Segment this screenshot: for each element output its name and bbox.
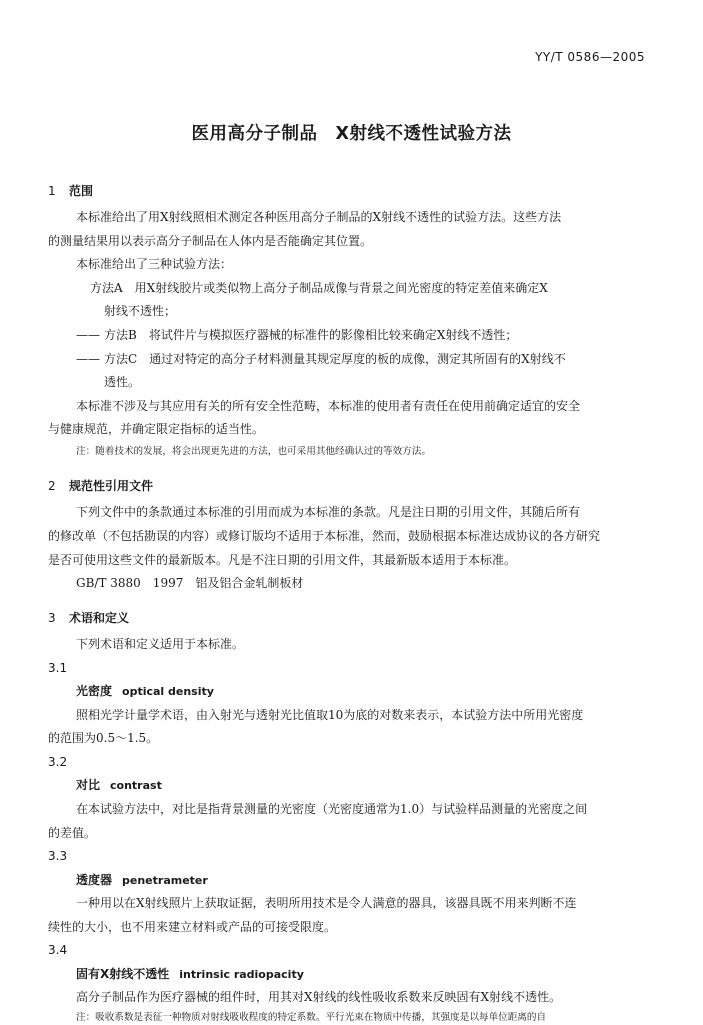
paragraph-line: 是否可使用这些文件的最新版本。凡是不注日期的引用文件，其最新版本适用于本标准。 [48,553,517,567]
document-title: 医用高分子制品 X射线不透性试验方法 [191,124,512,144]
normative-reference: GB/T 3880 1997 铝及铝合金轧制板材 [76,576,304,590]
paragraph-line: 的差值。 [48,826,97,840]
paragraph-line: 续性的大小，也不用来建立材料或产品的可接受限度。 [48,920,337,934]
note: 注：吸收系数是表征一种物质对射线吸收程度的特定系数。平行光束在物质中传播，其强度是以每单位距离的自 [76,1012,547,1023]
standard-number: YY/T 0586—2005 [535,50,645,64]
paragraph-line: 的修改单（不包括勘误的内容）或修订版均不适用于本标准，然而，鼓励根据本标准达成协议的各方研究 [48,529,601,543]
section-1-heading [48,184,93,199]
section-title: 术语和定义 [69,611,130,625]
method-a-line: 射线不透性； [104,304,177,318]
paragraph-line: 照相光学计量学术语，由入射光与透射光比值取10为底的对数来表示，本试验方法中所用光密度 [76,708,584,722]
paragraph-line: 本标准给出了三种试验方法： [76,257,233,271]
method-c-line: 透性。 [104,375,141,389]
paragraph-line: 在本试验方法中，对比是指背景测量的光密度（光密度通常为1.0）与试验样品测量的光密度之间 [76,802,588,816]
section-2-heading [48,479,153,494]
method-c-line: —— 方法C 通过对特定的高分子材料测量其规定厚度的板的成像，测定其所固有的X射线不 [76,352,566,366]
section-number: 1 [48,184,56,198]
term-heading: 光密度 optical density [76,684,214,698]
section-title: 规范性引用文件 [69,479,154,493]
section-3-heading [48,611,129,626]
method-b-line: —— 方法B 将试件片与模拟医疗器械的标准件的影像相比较来确定X射线不透性； [76,328,518,342]
section-number: 3 [48,611,56,625]
clause-number: 3.2 [48,755,68,769]
paragraph-line: 高分子制品作为医疗器械的组件时，用其对X射线的线性吸收系数来反映固有X射线不透性。 [76,990,562,1004]
clause-number: 3.4 [48,943,68,957]
list-dash: —— [76,328,100,342]
paragraph-line: 下列文件中的条款通过本标准的引用而成为本标准的条款。凡是注日期的引用文件，其随后所有 [76,505,581,519]
paragraph-line: 与健康规范，并确定限定指标的适当性。 [48,422,265,436]
clause-number: 3.1 [48,661,68,675]
section-title: 范围 [69,184,94,198]
paragraph-line: 本标准不涉及与其应用有关的所有安全性范畴，本标准的使用者有责任在使用前确定适宜的安全 [76,399,581,413]
term-heading: 对比 contrast [76,778,162,792]
list-dash: —— [76,352,100,366]
paragraph-line: 的测量结果用以表示高分子制品在人体内是否能确定其位置。 [48,234,373,248]
term-heading: 透度器 penetrameter [76,873,208,887]
paragraph-line: 本标准给出了用X射线照相术测定各种医用高分子制品的X射线不透性的试验方法。这些方法 [76,210,562,224]
section-number: 2 [48,479,56,493]
term-heading: 固有X射线不透性 intrinsic radiopacity [76,967,304,981]
paragraph-line: 下列术语和定义适用于本标准。 [76,637,245,651]
clause-number: 3.3 [48,849,68,863]
note: 注：随着技术的发展，将会出现更先进的方法，也可采用其他经确认过的等效方法。 [76,446,431,457]
paragraph-line: 的范围为0.5～1.5。 [48,731,159,745]
method-a-line: 方法A 用X射线胶片或类似物上高分子制品成像与背景之间光密度的特定差值来确定X [90,281,548,295]
paragraph-line: 一种用以在X射线照片上获取证据，表明所用技术是令人满意的器具，该器具既不用来判断不连 [76,896,577,910]
